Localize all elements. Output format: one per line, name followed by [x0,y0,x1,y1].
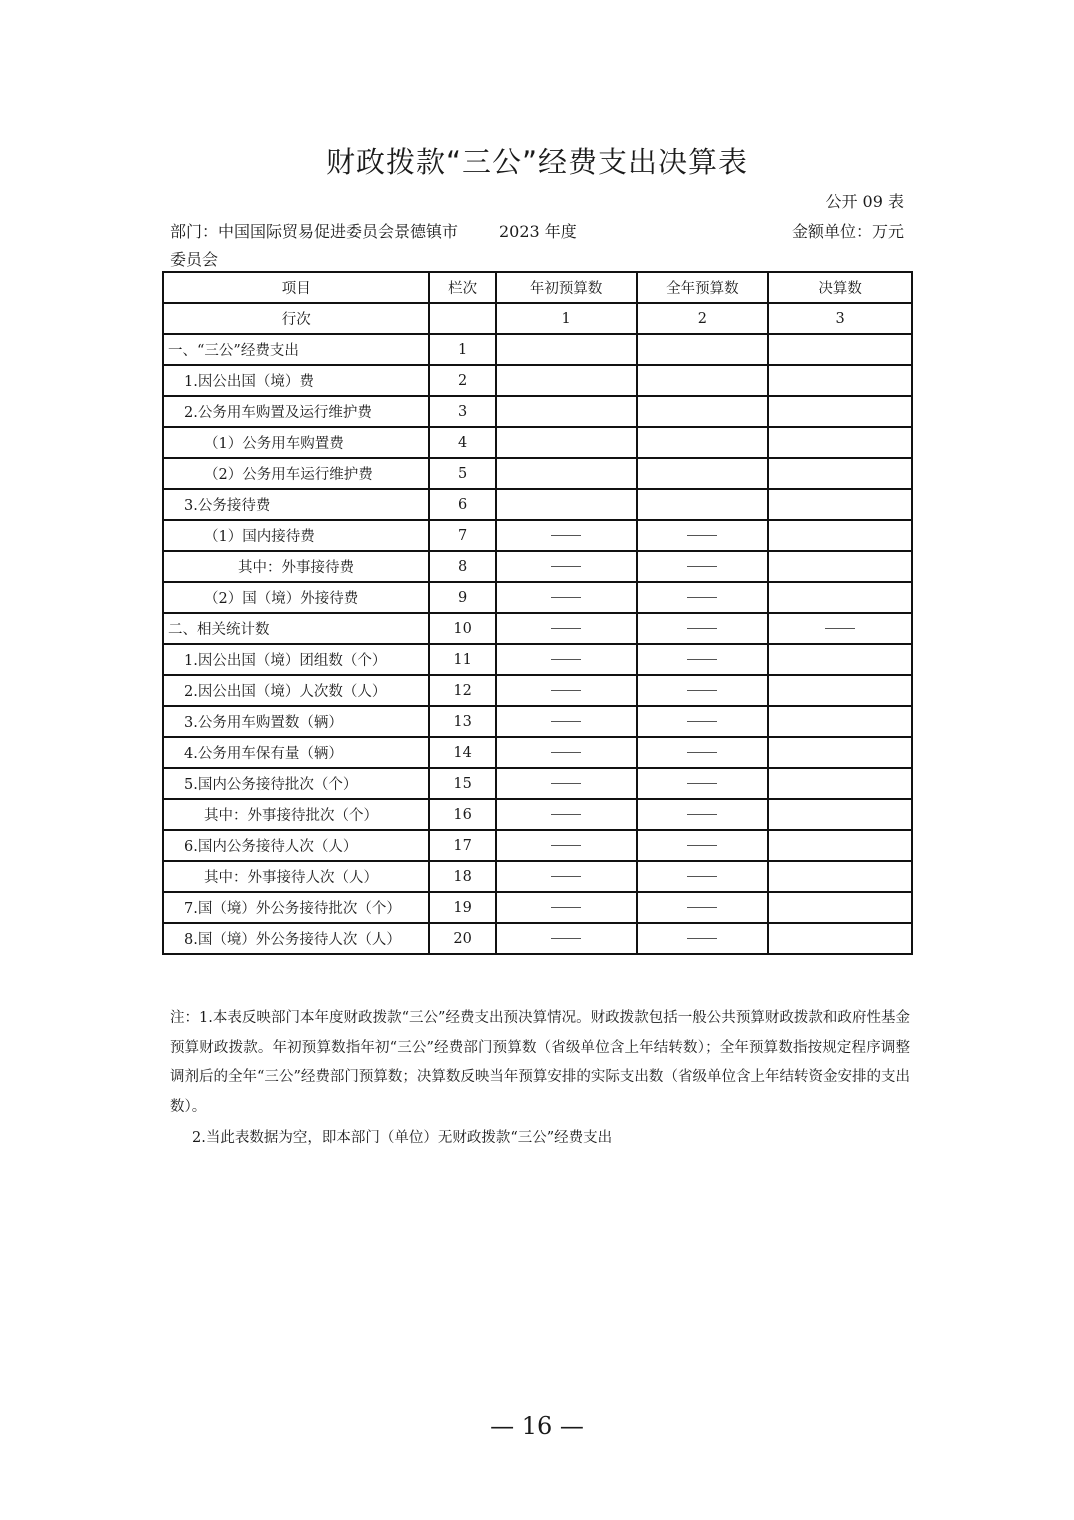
table-row [163,706,912,737]
table-row [163,520,912,551]
row-item-label: 6.国内公务接待人次（人） [163,830,429,861]
row-number: 5 [429,458,495,489]
value-cell [637,923,769,954]
dash-mark [825,628,855,630]
row-number: 15 [429,768,495,799]
value-cell [496,520,637,551]
value-cell [768,582,912,613]
subheader-cell: 3 [768,303,912,334]
row-item-label: 2.因公出国（境）人次数（人） [163,675,429,706]
row-item-label: （2）公务用车运行维护费 [163,458,429,489]
table-row [163,799,912,830]
value-cell [637,551,769,582]
row-item-label: 5.国内公务接待批次（个） [163,768,429,799]
row-number: 18 [429,861,495,892]
value-cell [496,923,637,954]
row-item-label: 3.公务用车购置数（辆） [163,706,429,737]
row-number: 8 [429,551,495,582]
note-1: 注：1.本表反映部门本年度财政拨款“三公”经费支出预决算情况。财政拨款包括一般公共预算财政拨款和政府性基金预算财政拨款。年初预算数指年初“三公”经费部门预算数（省级单位含上年结转数）；全年预算数指按规定程序调整调剂后的全年“三公”经费部门预算数；决算数反映当年预算安排的实际支出数（省级单位含上年结转资金安排的支出数）。 [170,1010,910,1115]
dash-mark [551,845,581,847]
dash-mark [687,876,717,878]
row-item-label: 1.因公出国（境）费 [163,365,429,396]
row-item-label: 其中：外事接待人次（人） [163,861,429,892]
value-cell [768,923,912,954]
table-row [163,768,912,799]
value-cell [637,613,769,644]
value-cell [496,737,637,768]
dash-mark [687,907,717,909]
table-row [163,923,912,954]
row-item-label: 其中：外事接待费 [163,551,429,582]
table-row [163,427,912,458]
table-row [163,613,912,644]
value-cell [496,582,637,613]
row-number: 10 [429,613,495,644]
dash-mark [551,597,581,599]
dash-mark [551,907,581,909]
dash-mark [551,690,581,692]
row-item-label: 3.公务接待费 [163,489,429,520]
value-cell [496,396,637,427]
row-item-label: 2.公务用车购置及运行维护费 [163,396,429,427]
row-item-label: （1）公务用车购置费 [163,427,429,458]
value-cell [637,334,769,365]
value-cell [637,768,769,799]
dash-mark [551,876,581,878]
value-cell [496,551,637,582]
table-row [163,365,912,396]
value-cell [496,706,637,737]
dash-mark [551,628,581,630]
value-cell [496,458,637,489]
dash-mark [687,597,717,599]
dash-mark [687,752,717,754]
value-cell [496,675,637,706]
value-cell [637,861,769,892]
value-cell [768,706,912,737]
value-cell [768,458,912,489]
value-cell [637,737,769,768]
header-cell: 栏次 [429,272,495,303]
row-item-label: 二、相关统计数 [163,613,429,644]
value-cell [496,489,637,520]
dash-mark [551,814,581,816]
value-cell [768,365,912,396]
dash-mark [687,690,717,692]
table-row [163,675,912,706]
dash-mark [687,814,717,816]
department-label: 部门：中国国际贸易促进委员会景德镇市委员会 [170,222,459,269]
row-item-label: 其中：外事接待批次（个） [163,799,429,830]
value-cell [768,396,912,427]
dash-mark [687,628,717,630]
table-row [163,830,912,861]
row-item-label: 一、“三公”经费支出 [163,334,429,365]
row-item-label: （1）国内接待费 [163,520,429,551]
value-cell [768,830,912,861]
value-cell [768,799,912,830]
table-row [163,396,912,427]
value-cell [768,520,912,551]
table-row [163,458,912,489]
dash-mark [687,566,717,568]
table-row [163,551,912,582]
value-cell [637,706,769,737]
dash-mark [551,938,581,940]
table-row [163,861,912,892]
row-number: 19 [429,892,495,923]
value-cell [496,830,637,861]
row-item-label: 8.国（境）外公务接待人次（人） [163,923,429,954]
expense-table [162,271,913,955]
dash-mark [687,783,717,785]
dash-mark [687,535,717,537]
row-number: 17 [429,830,495,861]
value-cell [496,613,637,644]
value-cell [768,892,912,923]
value-cell [637,520,769,551]
value-cell [637,675,769,706]
row-number: 9 [429,582,495,613]
value-cell [637,396,769,427]
subheader-cell: 1 [496,303,637,334]
value-cell [496,768,637,799]
row-number: 1 [429,334,495,365]
row-number: 13 [429,706,495,737]
value-cell [637,365,769,396]
value-cell [637,427,769,458]
value-cell [768,768,912,799]
header-cell: 项目 [163,272,429,303]
table-row [163,334,912,365]
dash-mark [687,659,717,661]
value-cell [768,489,912,520]
value-cell [768,861,912,892]
row-number: 4 [429,427,495,458]
row-item-label: 1.因公出国（境）团组数（个） [163,644,429,675]
value-cell [768,613,912,644]
value-cell [496,365,637,396]
dash-mark [687,938,717,940]
row-item-label: 4.公务用车保有量（辆） [163,737,429,768]
page-title: 财政拨款“三公”经费支出决算表 [325,145,749,179]
dash-mark [687,721,717,723]
row-item-label: （2）国（境）外接待费 [163,582,429,613]
row-number: 7 [429,520,495,551]
value-cell [637,892,769,923]
subheader-cell: 行次 [163,303,429,334]
dash-mark [551,721,581,723]
year-label: 2023 年度 [499,222,577,241]
header-cell: 年初预算数 [496,272,637,303]
value-cell [496,799,637,830]
dash-mark [551,783,581,785]
row-number: 11 [429,644,495,675]
row-number: 12 [429,675,495,706]
table-row [163,892,912,923]
dash-mark [551,566,581,568]
table-row [163,582,912,613]
row-number: 2 [429,365,495,396]
value-cell [768,675,912,706]
header-cell: 决算数 [768,272,912,303]
value-cell [768,644,912,675]
row-number: 20 [429,923,495,954]
value-cell [637,489,769,520]
value-cell [637,644,769,675]
table-row [163,737,912,768]
row-number: 3 [429,396,495,427]
value-cell [768,334,912,365]
value-cell [768,427,912,458]
row-item-label: 7.国（境）外公务接待批次（个） [163,892,429,923]
value-cell [496,334,637,365]
note-2: 2.当此表数据为空，即本部门（单位）无财政拨款“三公”经费支出 [192,1130,613,1146]
dash-mark [687,845,717,847]
unit-label: 金额单位：万元 [791,222,904,241]
table-row [163,644,912,675]
value-cell [496,892,637,923]
page-number: — 16 — [490,1412,584,1440]
subheader-cell [429,303,495,334]
value-cell [637,799,769,830]
dash-mark [551,659,581,661]
value-cell [768,551,912,582]
row-number: 6 [429,489,495,520]
dash-mark [551,752,581,754]
row-number: 16 [429,799,495,830]
value-cell [637,458,769,489]
table-number: 公开 09 表 [825,192,904,211]
header-cell: 全年预算数 [637,272,769,303]
row-number: 14 [429,737,495,768]
value-cell [637,582,769,613]
subheader-row [163,303,912,334]
table-row [163,489,912,520]
value-cell [496,427,637,458]
value-cell [496,644,637,675]
header-row [163,272,912,303]
value-cell [768,737,912,768]
value-cell [496,861,637,892]
subheader-cell: 2 [637,303,769,334]
value-cell [637,830,769,861]
dash-mark [551,535,581,537]
